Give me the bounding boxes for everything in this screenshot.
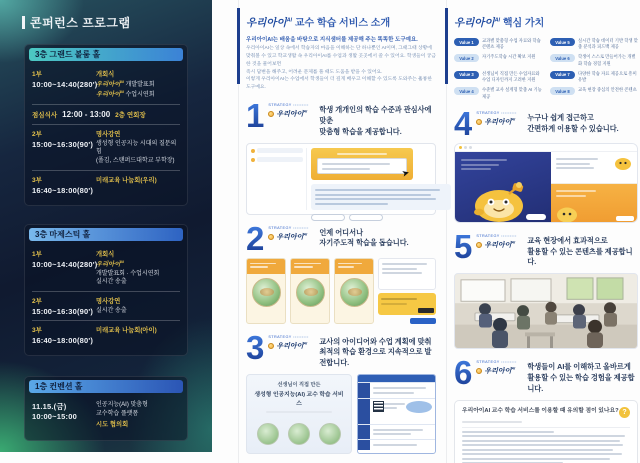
time-label: 15:00~16:30(90')	[32, 139, 94, 149]
app-welcome-screenshot	[454, 143, 638, 223]
subject-card	[334, 258, 374, 324]
section-header: 1층 컨벤션 홀	[29, 380, 183, 393]
event-name: 미래교육 나눔회(우리)	[96, 176, 157, 184]
value-badge: Value 5	[550, 38, 575, 46]
strategy-number: 4	[454, 104, 473, 142]
value-badge: Value 4	[454, 87, 479, 95]
value-badge: Value 1	[454, 38, 479, 46]
progress-dots: •••••••••	[501, 110, 517, 115]
section-title: 우리아이$^{AI}$ 교수 학습 서비스 소개	[246, 17, 391, 29]
strategy-logo-block: STRATEGY ••••••••• 우리아이$^{AI}$	[268, 103, 309, 119]
event-name: 명사강연	[96, 298, 121, 306]
intro-line: 우리아이AI는 일상 속에서 학습자의 마음을 이해하는 단 하나뿐인 AI이며, 그때그때 상황에	[246, 45, 432, 51]
value-item: Value 8 교육 현장 중심의 안전한 콘텐츠	[550, 87, 638, 99]
strategy-number: 5	[454, 227, 473, 265]
strategy-item-4	[454, 104, 638, 223]
part-label: 2부	[32, 298, 42, 306]
chat-service-screenshot	[246, 143, 436, 215]
shot-subtitle: 선생님이 직접 만든	[277, 382, 321, 389]
mascot-mini	[555, 203, 579, 223]
section-header: 3층 마제스틱 홀	[29, 228, 183, 241]
progress-dots: •••••••••	[293, 334, 309, 339]
faq-card	[454, 400, 638, 463]
value-item: Value 5 실시간 학습 데이터 기반 학생 맞춤 분석과 피드백 제공	[550, 38, 638, 50]
value-badge: Value 7	[550, 71, 575, 79]
bee-mascot-icon	[476, 368, 482, 374]
event-detail: 생성형 인공지능 시대의 질문의 힘	[96, 140, 177, 156]
subject-card	[246, 258, 286, 324]
strategy-item-3	[246, 328, 436, 454]
bee-mascot-icon	[268, 343, 274, 349]
quiz-widget	[378, 293, 436, 315]
suggestion-pill	[349, 214, 383, 221]
event-name: 미래교육 나눔회(아이)	[96, 327, 157, 335]
qr-code	[373, 401, 384, 412]
schedule-row	[32, 65, 180, 104]
schedule-row	[32, 124, 180, 170]
suggestion-pill	[311, 214, 345, 221]
service-intro-panel	[246, 0, 436, 454]
strategy-logo-block: STRATEGY ••••••••• 우리아이$^{AI}$	[476, 110, 517, 126]
brand-wordmark: 우리아이$^{AI}$	[246, 17, 293, 29]
value-item: Value 7 다양한 학습 자료 제공으로 흥미 유발	[550, 71, 638, 83]
date-label: 11.15.(금)	[32, 402, 67, 411]
value-badge: Value 3	[454, 71, 479, 79]
schedule-card-majestic-hall	[24, 224, 188, 356]
time-label: 16:40~18:00(80')	[32, 336, 94, 346]
strategy-item-2	[246, 219, 436, 324]
info-panel	[551, 152, 637, 184]
bee-mascot-icon	[268, 111, 274, 117]
question-icon: ?	[619, 407, 630, 418]
panel-title	[22, 14, 131, 31]
subject-card	[290, 258, 330, 324]
strategy-number: 6	[454, 354, 473, 392]
faq-question: 우리아이AI 교수 학습 서비스를 이용할 때 유의할 점이 있나요?	[462, 407, 619, 414]
event-detail: 교수학습 플랫폼	[96, 410, 139, 417]
value-badge: Value 8	[550, 87, 575, 95]
strategy-headline: 학생 개개인의 학습 수준과 관심사에 맞춘 맞춤형 학습을 제공합니다.	[319, 105, 432, 136]
strategy-headline: 학생들이 AI를 이해하고 올바르게 활용할 수 있는 학습 경험을 제공합니다.	[527, 362, 635, 393]
value-badge: Value 2	[454, 54, 479, 62]
avatar	[251, 149, 255, 153]
progress-dots: •••••••••	[501, 360, 517, 365]
strategy-logo-block: STRATEGY ••••••••• 우리아이$^{AI}$	[476, 233, 517, 249]
browser-bar	[455, 144, 637, 152]
intro-paragraph	[246, 36, 436, 92]
quiz-button	[418, 308, 434, 313]
schedule-row	[32, 397, 180, 434]
event-name: 개회식	[96, 251, 115, 258]
part-label: 1부	[32, 71, 42, 78]
welcome-panel	[455, 152, 551, 223]
time-label: 10:00~14:40(280')	[32, 260, 98, 269]
lunch-venue: 2층 연회장	[115, 111, 146, 119]
conference-program-panel	[0, 0, 212, 452]
strategy-headline: 누구나 쉽게 접근하고 간편하게 이용할 수 있습니다.	[527, 112, 619, 133]
topic-label-box	[317, 158, 407, 174]
section-title: 우리아이$^{AI}$ 핵심 가치	[454, 17, 545, 29]
faq-meta-line	[462, 421, 522, 423]
learning-cards-screenshot	[246, 258, 436, 324]
intro-line: 이렇게 우리아이AI는 수업에서 학생들이 더 깊게 배우고 이해할 수 있도록 도와주는 훌륭한 도구예요.	[246, 77, 433, 91]
section-header: 3층 그랜드 볼룸 홀	[29, 48, 183, 61]
event-detail: 인공지능(AI) 맞춤형	[96, 402, 148, 408]
part-label: 1부	[32, 251, 42, 258]
event-name: 시도 협의회	[96, 421, 129, 429]
strategy-item-5	[454, 227, 638, 349]
mascot-mini	[613, 154, 633, 172]
progress-dots: •••••••••	[293, 225, 309, 230]
schedule-row	[32, 170, 180, 199]
lunch-row	[32, 104, 180, 124]
core-values-panel	[454, 0, 638, 463]
part-label: 3부	[32, 176, 42, 184]
confirm-button	[410, 318, 436, 324]
intro-lead: 우리아이AI는 배움을 바탕으로 지식샘터를 제공해 주는 똑똑한 도구예요.	[246, 37, 418, 43]
value-item: Value 2 자기주도학습 시간 확보 지원	[454, 54, 542, 66]
schedule-row	[32, 245, 180, 291]
illustration-circle	[319, 423, 341, 445]
value-badge: Value 6	[550, 54, 575, 62]
intro-line: 맞춰볼 수 있고 학교생활 속 우리아이AI를 수업과 생활 곳곳에서 쓸 수 있어요. 학생들이 궁금한 것을 물어보면	[246, 53, 437, 67]
event-detail: 실시간 송출	[96, 308, 127, 315]
mascot-character	[469, 176, 531, 222]
event-name: 우리아이$^{AI}$ 개발발표회	[96, 80, 155, 89]
strategy-logo-block: STRATEGY ••••••••• 우리아이$^{AI}$	[268, 225, 309, 241]
event-name: 개회식	[96, 71, 115, 78]
lunch-label: 점심식사	[32, 111, 58, 119]
shot-title: 생성형 인공지능(AI) 교수 학습 서비스	[254, 392, 344, 408]
part-label: 3부	[32, 327, 42, 335]
strategy-item-1	[246, 97, 436, 214]
start-button	[526, 214, 546, 220]
panel-title-text: 콘퍼런스 프로그램	[30, 16, 131, 30]
schedule-card-grand-ballroom	[24, 44, 188, 206]
lesson-plan-table-screenshot	[357, 374, 436, 454]
lunch-time: 12:00 - 13:00	[62, 109, 111, 119]
suggestion-buttons	[311, 214, 451, 221]
strategy-number: 3	[246, 328, 265, 366]
strategy-number: 1	[246, 97, 265, 135]
side-widgets	[378, 258, 436, 324]
illustration-circle	[288, 423, 310, 445]
part-label: 2부	[32, 130, 42, 138]
ai-answer-block	[311, 184, 451, 211]
value-item: Value 4 수준별 교사 설계형 맞춤 AI 기능 제공	[454, 87, 542, 99]
title-bar-decoration	[22, 16, 25, 29]
progress-dots: •••••••••	[293, 103, 309, 108]
event-name: 명사강연	[96, 130, 121, 138]
schedule-row	[32, 291, 180, 320]
event-detail: 실시간 송출	[96, 279, 127, 286]
value-item: Value 1 교과별 맞춤형 수업 자료와 학습 콘텐츠 제공	[454, 38, 542, 50]
bee-mascot-icon	[476, 119, 482, 125]
strategy-headline: 교육 현장에서 효과적으로 활용할 수 있는 콘텐츠를 제공합니다.	[527, 235, 633, 267]
cursor-icon: ➤	[401, 166, 412, 179]
value-item: Value 3 선생님이 직접 만든 수업자료와 수업 디자인까지 고려한 지원	[454, 71, 542, 83]
lesson-topic-card	[311, 148, 413, 180]
intro-line: 즉시 답변을 해주고, 어려운 문제를 풀 때도 도움을 받을 수 있어요.	[246, 69, 383, 75]
values-grid	[454, 38, 638, 100]
diagram-blob	[406, 401, 432, 413]
note-widget	[378, 258, 436, 290]
progress-dots: •••••••••	[501, 233, 517, 238]
bee-mascot-icon	[476, 242, 482, 248]
service-home-screenshot	[246, 374, 352, 454]
classroom-photo	[454, 273, 638, 349]
time-label: 15:00~16:30(90')	[32, 307, 94, 317]
strategy-item-6	[454, 354, 638, 463]
value-item: Value 6 학생이 스스로 만들어가는 개별화 학습 경험 지원	[550, 54, 638, 66]
chat-sidebar	[251, 148, 307, 210]
avatar	[251, 158, 255, 162]
time-label: 16:40~18:00(80')	[32, 185, 94, 195]
schedule-row	[32, 320, 180, 349]
illustration-circle	[257, 423, 279, 445]
table-header	[358, 375, 435, 382]
strategy-headline: 언제 어디서나 자기주도적 학습을 돕습니다.	[319, 227, 409, 248]
heading-rule-decoration	[237, 8, 240, 84]
event-detail: 개발발표회 · 수업시연회	[96, 270, 160, 277]
brand-wordmark: 우리아이$^{AI}$	[454, 17, 501, 29]
illustration-circle	[252, 278, 281, 307]
strategy-logo-block: STRATEGY ••••••••• 우리아이$^{AI}$	[476, 360, 517, 376]
bee-mascot-icon	[268, 234, 274, 240]
event-name: 우리아이$^{AI}$ 수업시연회	[96, 89, 155, 98]
event-speaker: (폴김, 스탠퍼드대학교 부학장)	[96, 157, 175, 164]
heading-rule-decoration	[445, 8, 448, 84]
panel-button	[616, 216, 634, 221]
strategy-logo-block: STRATEGY ••••••••• 우리아이$^{AI}$	[268, 334, 309, 350]
illustration-circle	[296, 278, 325, 307]
strategy-number: 2	[246, 219, 265, 257]
orange-panel	[551, 184, 637, 223]
teacher-service-screenshots	[246, 374, 436, 454]
event-name: 우리아이$^{AI}$	[96, 260, 124, 269]
time-label: 10:00~14:40(280')	[32, 80, 98, 89]
schedule-card-convention-hall	[24, 376, 188, 441]
illustration-circle	[340, 278, 369, 307]
strategy-headline: 교사의 아이디어와 수업 계획에 맞춰 최적의 학습 환경으로 지속적으로 발전합니다.	[319, 336, 432, 368]
time-label: 10:00~15:00	[32, 412, 77, 421]
